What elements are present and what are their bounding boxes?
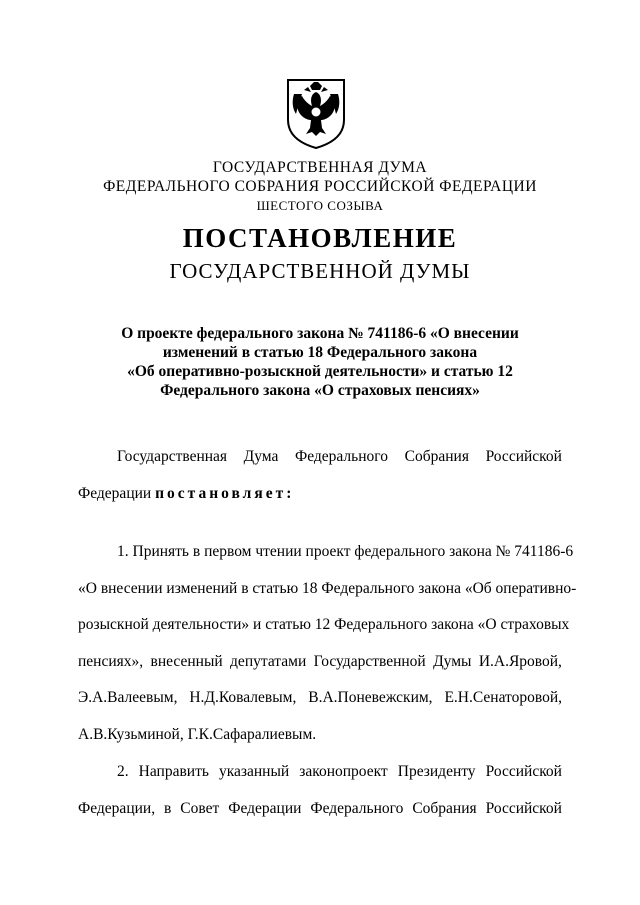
word: В.А.Поневежским, [308, 689, 433, 706]
item1-line-4 [78, 653, 562, 671]
item2-line-2 [78, 800, 562, 818]
subject-line-4: Федерального закона «О страховых пенсиях» [160, 382, 480, 399]
word: Э.А.Валеевым, [78, 689, 178, 706]
word: Н.Д.Ковалевым, [189, 689, 297, 706]
word: И.А.Яровой, [478, 653, 562, 670]
preamble-line-1 [117, 448, 562, 466]
word: 2. [117, 763, 129, 780]
item2-line-1 [117, 763, 562, 781]
word: Государственной [313, 653, 426, 670]
word: Е.Н.Сенаторовой, [444, 689, 562, 706]
word: Думы [433, 653, 472, 670]
resolves-word: постановляет: [155, 485, 295, 502]
word: Российской [485, 448, 562, 465]
item1-line-6: А.В.Кузьминой, Г.К.Сафаралиевым. [78, 726, 317, 743]
eagle-crown [304, 82, 328, 92]
preamble-text: Федерации [78, 485, 156, 502]
word: Российской [485, 800, 562, 817]
subject-line-3: «Об оперативно-розыскной деятельности» и статью 12 [127, 363, 513, 380]
word: внесенный [150, 653, 223, 670]
word: Государственная [117, 448, 228, 465]
item1-line-2: «О внесении изменений в статью 18 Федерального закона «Об оперативно- [78, 580, 577, 597]
coat-of-arms-emblem [284, 76, 348, 150]
word: Российской [485, 763, 562, 780]
word: Президенту [397, 763, 476, 780]
word: Собрания [404, 448, 469, 465]
word: Федерального [294, 448, 389, 465]
header-line-1: ГОСУДАРСТВЕННАЯ ДУМА [212, 159, 428, 176]
word: в [164, 800, 172, 817]
word: указанный [218, 763, 290, 780]
word: Дума [243, 448, 279, 465]
word: Федерации [228, 800, 302, 817]
breast-shield [311, 107, 321, 117]
word: Федерации, [78, 800, 156, 817]
preamble-line-2 [78, 485, 562, 503]
word: Направить [138, 763, 209, 780]
document-title: ПОСТАНОВЛЕНИЕ [182, 223, 458, 253]
item1-line-3: розыскной деятельности» и статью 12 Федерального закона «О страховых [78, 616, 570, 633]
subject-line-1: О проекте федерального закона № 741186-6 «О внесении [121, 325, 519, 342]
word: Федерального [310, 800, 404, 817]
header-line-3: ШЕСТОГО СОЗЫВА [256, 198, 384, 213]
item1-line-1: 1. Принять в первом чтении проект федерального закона № 741186-6 [117, 543, 574, 560]
word: депутатами [230, 653, 307, 670]
header-line-2: ФЕДЕРАЛЬНОГО СОБРАНИЯ РОССИЙСКОЙ ФЕДЕРАЦИИ [103, 178, 537, 195]
subject-line-2: изменений в статью 18 Федерального закона [162, 344, 478, 361]
word: пенсиях», [78, 653, 144, 670]
item1-line-5 [78, 689, 562, 707]
word: законопроект [299, 763, 388, 780]
document-subtitle: ГОСУДАРСТВЕННОЙ ДУМЫ [169, 259, 471, 283]
word: Совет [180, 800, 220, 817]
word: Собрания [412, 800, 477, 817]
